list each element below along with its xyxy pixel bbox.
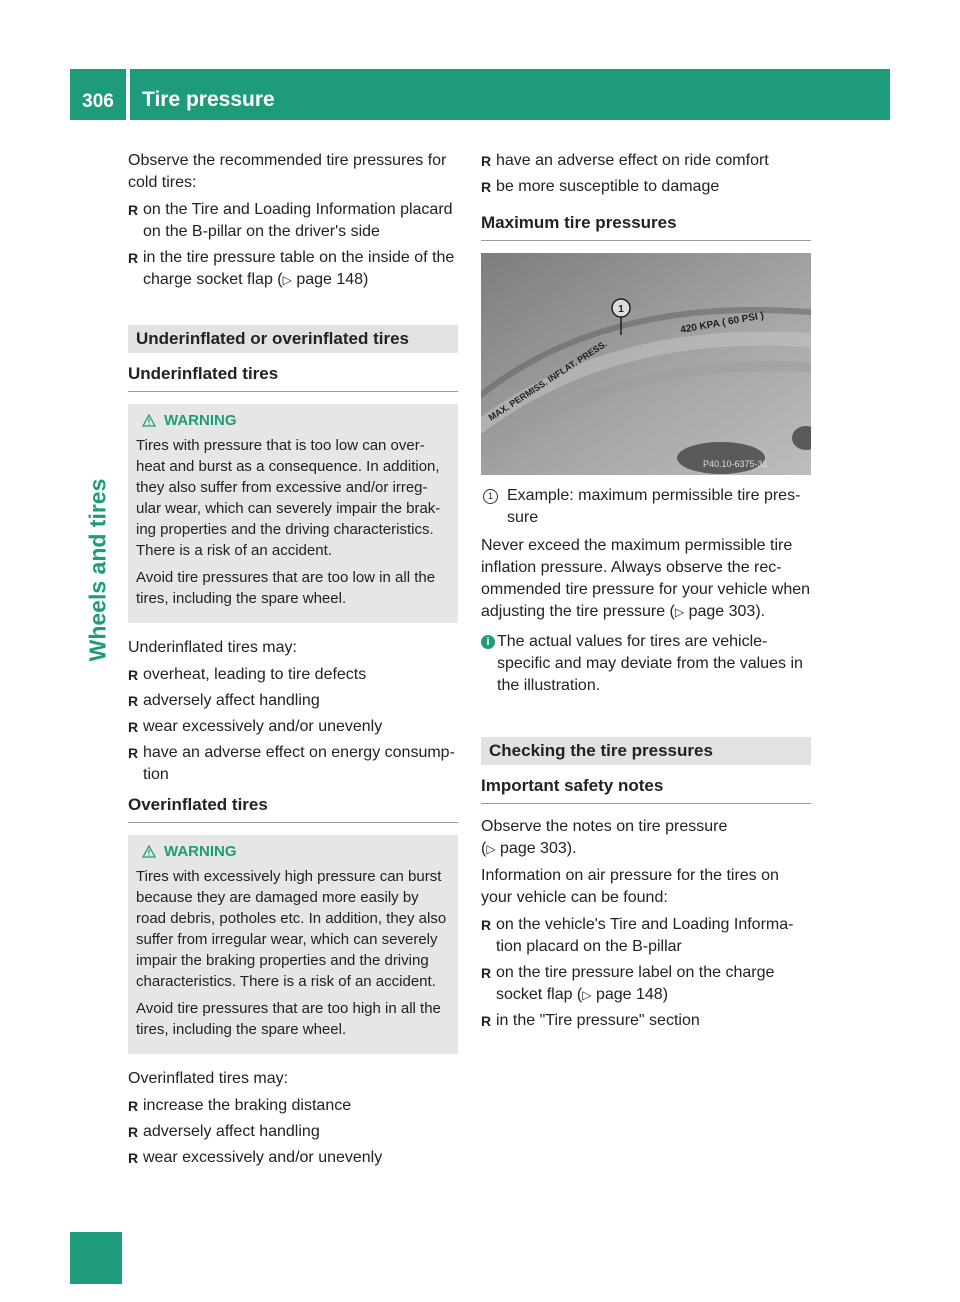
list-item: R wear excessively and/or unevenly [128,716,458,738]
figure-caption [481,485,811,529]
page-reference-link[interactable]: page 148) [595,986,669,1003]
warning-box [128,404,458,623]
list-item-text: in the tire pressure table on the inside of the charge socket flap ( [143,249,455,288]
warning-box [128,835,458,1054]
callout-marker: 1 [483,489,498,504]
tire-sidewall-figure [481,253,811,475]
warning-header [136,841,450,862]
intro-text: Observe the recommended tire pressures for cold tires: [128,152,447,191]
list-item: R on the Tire and Loading Information placard on the B-pillar on the driver's side [128,199,458,243]
safety-notes-heading: Important safety notes [481,775,811,804]
maximum-pressures-heading: Maximum tire pressures [481,212,811,241]
underinflated-intro: Underinflated tires may: [128,639,297,656]
list-item [481,962,811,1006]
list-item: R in the "Tire pressure" section [481,1010,811,1032]
arrow-right-icon: ▷ [582,988,592,1002]
list-item: R have an adverse effect on energy consump-tion [128,742,458,786]
observe-body: Observe the notes on tire pressure [481,818,728,835]
overinflated-list-continued [481,150,811,198]
warning-advice: Avoid tire pressures that are too high in all the tires, including the spare wheel. [136,1000,441,1038]
never-exceed-text: Never exceed the maximum permissible tire inflation pressure. Always observe the rec-ommended tire pressure for your vehicle when adjusting the tire pressure (▷ page 303). [481,537,811,620]
callout-number: 1 [618,304,624,315]
list-item-text: on the tire pressure label on the charge socket flap ( [496,964,775,1003]
page-number: 306 [82,91,114,112]
underinflated-heading: Underinflated tires [128,363,458,392]
list-item: R increase the braking distance [128,1095,458,1117]
list-item: R on the vehicle's Tire and Loading Informa-tion placard on the B-pillar [481,914,811,958]
list-item: R adversely affect handling [128,1121,458,1143]
sidewall-text: MAX. PERMISS. INFLAT. PRESS. [486,338,609,423]
never-exceed-body: Never exceed the maximum permissible tire inflation pressure. Always observe the rec-ommended tire pressure for your vehicle when adjusting the tire pressure [481,537,811,620]
info-icon: i [481,635,495,649]
page-reference-link[interactable]: page 148) [296,271,369,288]
list-item: R have an adverse effect on ride comfort [481,150,811,172]
overinflated-list [128,1095,458,1169]
underinflated-list [128,664,458,786]
sidewall-pressure-value: 420 KPA ( 60 PSI ) [679,310,765,336]
warning-label: WARNING [164,412,237,429]
tire-sidewall-image [481,253,811,475]
info-text: The actual values for tires are vehicle-specific and may deviate from the values in the illustration. [497,633,803,694]
right-column [481,150,811,1037]
warning-advice: Avoid tire pressures that are too low in all the tires, including the spare wheel. [136,569,436,607]
arrow-right-icon: ▷ [674,605,685,619]
info-note [481,631,811,697]
page-title: Tire pressure [142,88,275,111]
info-found-text: Information on air pressure for the tires on your vehicle can be found: [481,867,779,906]
sidebar-tab [70,1232,122,1284]
overinflated-heading: Overinflated tires [128,794,458,823]
warning-text: Tires with excessively high pressure can burst because they are damaged more easily by road debris, potholes etc. In addition, they also suffer from irregular wear, which can severely impair the braking properties and the driving characteristics. There is a risk of an accident. [136,868,447,990]
list-item: R overheat, leading to tire defects [128,664,458,686]
warning-triangle-icon [142,845,156,858]
overinflated-intro: Overinflated tires may: [128,1070,289,1087]
arrow-right-icon: ▷ [282,273,292,287]
section-title: Underinflated or overinflated tires [128,325,458,353]
observe-notes-text: Observe the notes on tire pressure (▷ page 303). [481,818,728,857]
page-reference-link[interactable]: page 303). [500,840,577,857]
figure-reference-code: P40.10-6375-31 [703,459,768,469]
intro-list [128,199,458,291]
list-item: R wear excessively and/or unevenly [128,1147,458,1169]
list-item: R adversely affect handling [128,690,458,712]
list-item [128,247,458,291]
left-column [128,150,458,1174]
arrow-right-icon: ▷ [486,842,496,856]
warning-text: Tires with pressure that is too low can over-heat and burst as a consequence. In addition, they also suffer from excessive and/or irreg-ular wear, which can severely impair the brak-ing properties and the driving characteristics. There is a risk of an accident. [136,437,441,559]
list-item: R be more susceptible to damage [481,176,811,198]
page-reference-link[interactable]: page 303). [688,603,766,620]
caption-text: Example: maximum permissible tire pres-sure [507,487,801,526]
warning-header [136,410,450,431]
sidebar-section-label: Wheels and tires [84,478,111,662]
header-divider [126,69,130,120]
page-header [70,69,890,120]
warning-triangle-icon [142,414,156,427]
warning-label: WARNING [164,843,237,860]
found-list [481,914,811,1032]
section-title: Checking the tire pressures [481,737,811,765]
